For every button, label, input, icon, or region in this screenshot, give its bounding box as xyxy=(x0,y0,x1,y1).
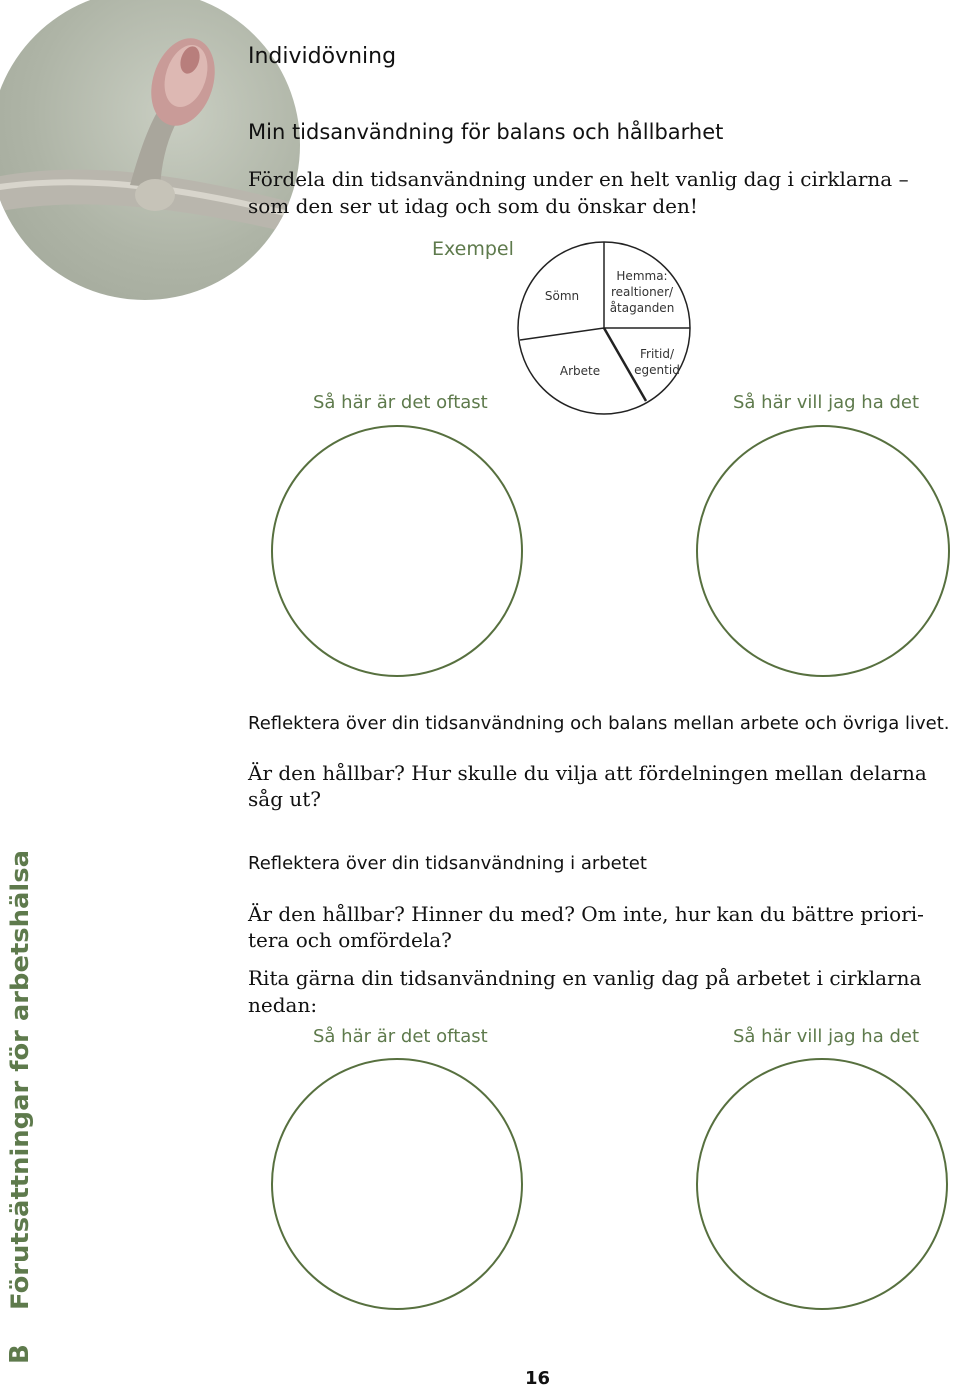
s2-right-drawing-circle[interactable] xyxy=(696,1058,948,1310)
s2-question-line-2: tera och omfördela? xyxy=(248,928,452,952)
s1-question-line-1: Är den hållbar? Hur skulle du vilja att fördelningen mellan delarna xyxy=(248,761,927,785)
example-pie-graphic xyxy=(516,240,692,416)
side-tab-graphic xyxy=(0,840,34,1370)
s2-left-drawing-circle[interactable] xyxy=(271,1058,523,1310)
pie-label-fritid-2: egentid xyxy=(634,363,680,377)
s2-right-label: Så här vill jag ha det xyxy=(733,1026,920,1047)
pie-label-hemma-2: realtioner/ xyxy=(610,285,674,299)
s1-reflect-heading: Reflektera över din tidsanvändning och balans mellan arbete och övriga livet. xyxy=(248,713,950,734)
pie-label-somn: Sömn xyxy=(544,289,580,303)
s2-draw-line-1: Rita gärna din tidsanvändning en vanlig dag på arbetet i cirklarna xyxy=(248,966,922,990)
s2-reflect-heading: Reflektera över din tidsanvändning i arbetet xyxy=(248,853,647,874)
pie-label-hemma-1: Hemma: xyxy=(616,269,668,283)
pie-label-arbete: Arbete xyxy=(559,364,601,378)
s2-question-line-1: Är den hållbar? Hinner du med? Om inte, hur kan du bättre priori- xyxy=(248,902,924,926)
s1-left-drawing-circle[interactable] xyxy=(271,425,523,677)
pie-label-hemma xyxy=(606,268,678,316)
side-tab-letter: B xyxy=(5,1344,34,1364)
s2-draw-line-2: nedan: xyxy=(248,993,318,1017)
pie-label-fritid xyxy=(628,346,686,378)
page-number: 16 xyxy=(525,1368,551,1389)
s1-question-line-2: såg ut? xyxy=(248,787,321,811)
example-pie xyxy=(516,240,692,416)
pie-label-fritid-1: Fritid/ xyxy=(640,347,674,361)
side-tab xyxy=(0,840,34,1370)
page-title: Min tidsanvändning för balans och hållbarhet xyxy=(248,120,724,144)
intro-line-1: Fördela din tidsanvändning under en helt vanlig dag i cirklarna – xyxy=(248,167,909,191)
example-label: Exempel xyxy=(432,238,514,260)
pie-label-hemma-3: åtaganden xyxy=(609,301,675,315)
exercise-label: Individövning xyxy=(248,44,397,69)
s1-right-drawing-circle[interactable] xyxy=(696,425,950,677)
intro-line-2: som den ser ut idag och som du önskar den! xyxy=(248,194,698,218)
side-tab-text: Förutsättningar för arbetshälsa xyxy=(6,881,34,1310)
s1-left-label: Så här är det oftast xyxy=(313,392,488,413)
s1-right-label: Så här vill jag ha det xyxy=(733,392,920,413)
s2-left-label: Så här är det oftast xyxy=(313,1026,488,1047)
